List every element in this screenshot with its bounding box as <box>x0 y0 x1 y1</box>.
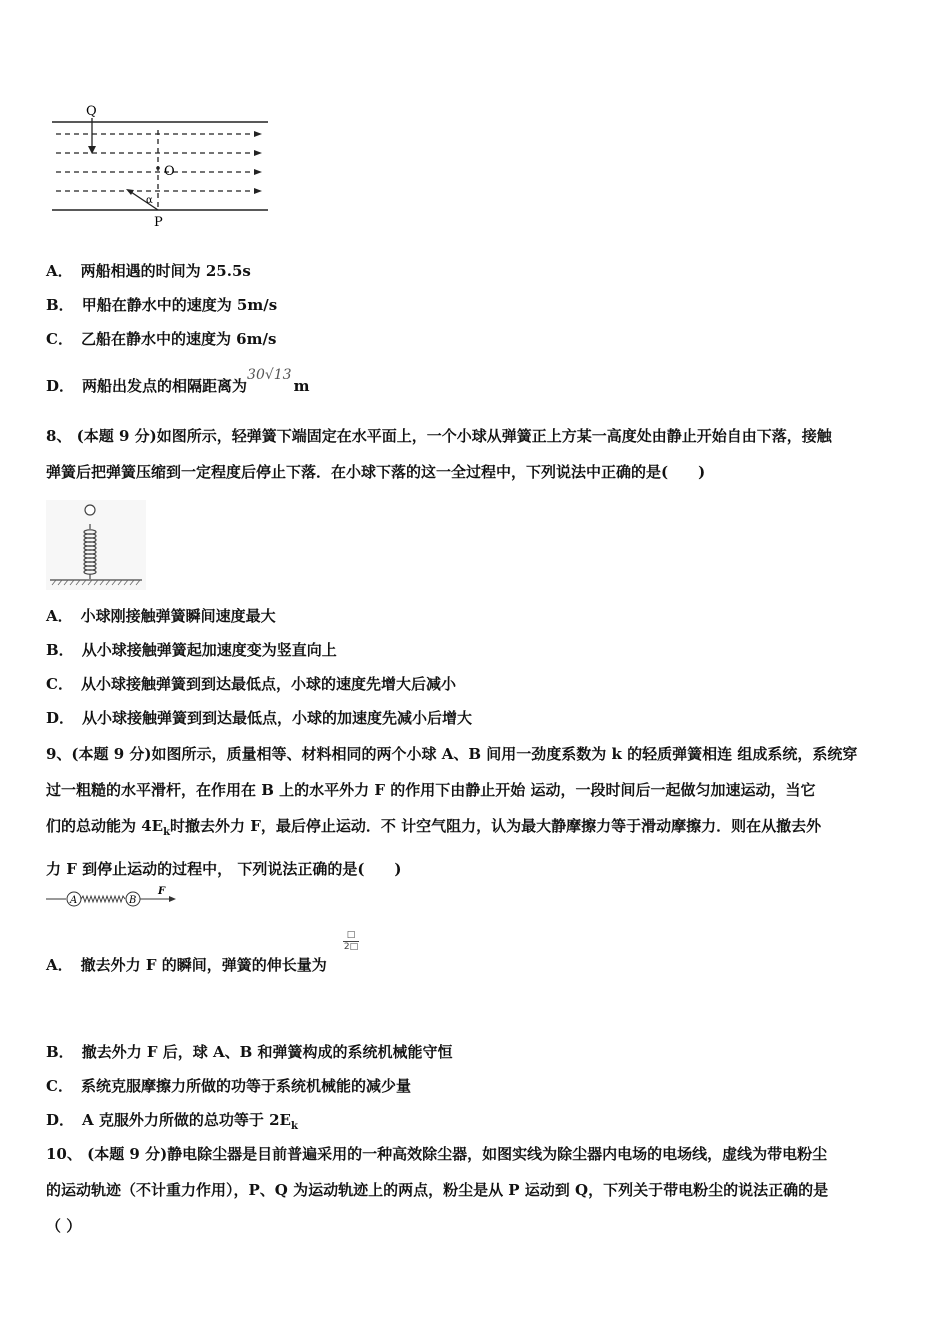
q7-option-a: A． 两船相遇的时间为 25.5s <box>46 262 251 280</box>
spring-diagram <box>46 500 146 590</box>
q9-option-d: D． A 克服外力所做的总功等于 $2E_k$ <box>46 1111 298 1132</box>
q8-option-b: B． 从小球接触弹簧起加速度变为竖直向上 <box>46 641 337 659</box>
ab-spring-diagram <box>46 886 186 912</box>
q9-option-a: A． 撤去外力 F 的瞬间，弹簧的伸长量为 <box>46 956 327 974</box>
q7-option-d: D． 两船出发点的相隔距离为30√13m <box>46 367 310 395</box>
q9-stem: 9、(本题 9 分)如图所示，质量相等、材料相同的两个小球 A、B 间用一劲度系数为 k 的轻质弹簧相连 组成系统，系统穿 过一粗糙的水平滑杆，在作用在 B 上的水平外力 F 的作用下由静止开始 运动，一段时间后一起做匀加速运动，当它 们的总动能为 $4E_k$时撤去外力 F，最后停止运动．不 计空气阻力，认为最大静摩擦力等于滑动摩擦力．则在从撤去外 力 F 到停止运动的过程中， 下列说法正确的是( ) <box>46 745 858 878</box>
river-diagram <box>46 100 276 230</box>
label-o: O <box>164 164 175 179</box>
ball-b-label: B <box>129 895 137 906</box>
q10-stem: 10、 (本题 9 分)静电除尘器是目前普遍采用的一种高效除尘器，如图实线为除尘器内电场的电场线，虚线为带电粉尘 的运动轨迹（不计重力作用），P、Q 为运动轨迹上的两点，粉尘是从 P 运动到 Q，下列关于带电粉尘的说法正确的是 （ ） <box>46 1145 829 1235</box>
sqrt-formula: 30√13 <box>247 367 292 383</box>
q8-option-d: D． 从小球接触弹簧到到达最低点，小球的加速度先减小后增大 <box>46 709 473 727</box>
q9-option-c: C． 系统克服摩擦力所做的功等于系统机械能的减少量 <box>46 1077 411 1095</box>
ball-icon <box>85 505 95 515</box>
q8-option-a: A． 小球刚接触弹簧瞬间速度最大 <box>46 607 276 625</box>
label-q: Q <box>86 104 97 119</box>
ball-a-label: A <box>70 895 78 906</box>
label-angle: α <box>146 195 153 206</box>
q8-option-c: C． 从小球接触弹簧到到达最低点，小球的速度先增大后减小 <box>46 675 456 693</box>
force-f-label: F <box>158 886 166 897</box>
q7-option-c: C． 乙船在静水中的速度为 6m/s <box>46 330 277 348</box>
label-p: P <box>154 215 163 230</box>
q9-option-b: B． 撤去外力 F 后，球 A、B 和弹簧构成的系统机械能守恒 <box>46 1043 453 1061</box>
fraction: □ 2□ <box>343 930 359 952</box>
q7-option-b: B． 甲船在静水中的速度为 5m/s <box>46 296 278 314</box>
q8-stem: 8、 (本题 9 分)如图所示，轻弹簧下端固定在水平面上，一个小球从弹簧正上方某一高度处由静止开始自由下落，接触 弹簧后把弹簧压缩到一定程度后停止下落．在小球下落的这一全过程中，下列说法中正确的是( ) <box>46 427 832 481</box>
